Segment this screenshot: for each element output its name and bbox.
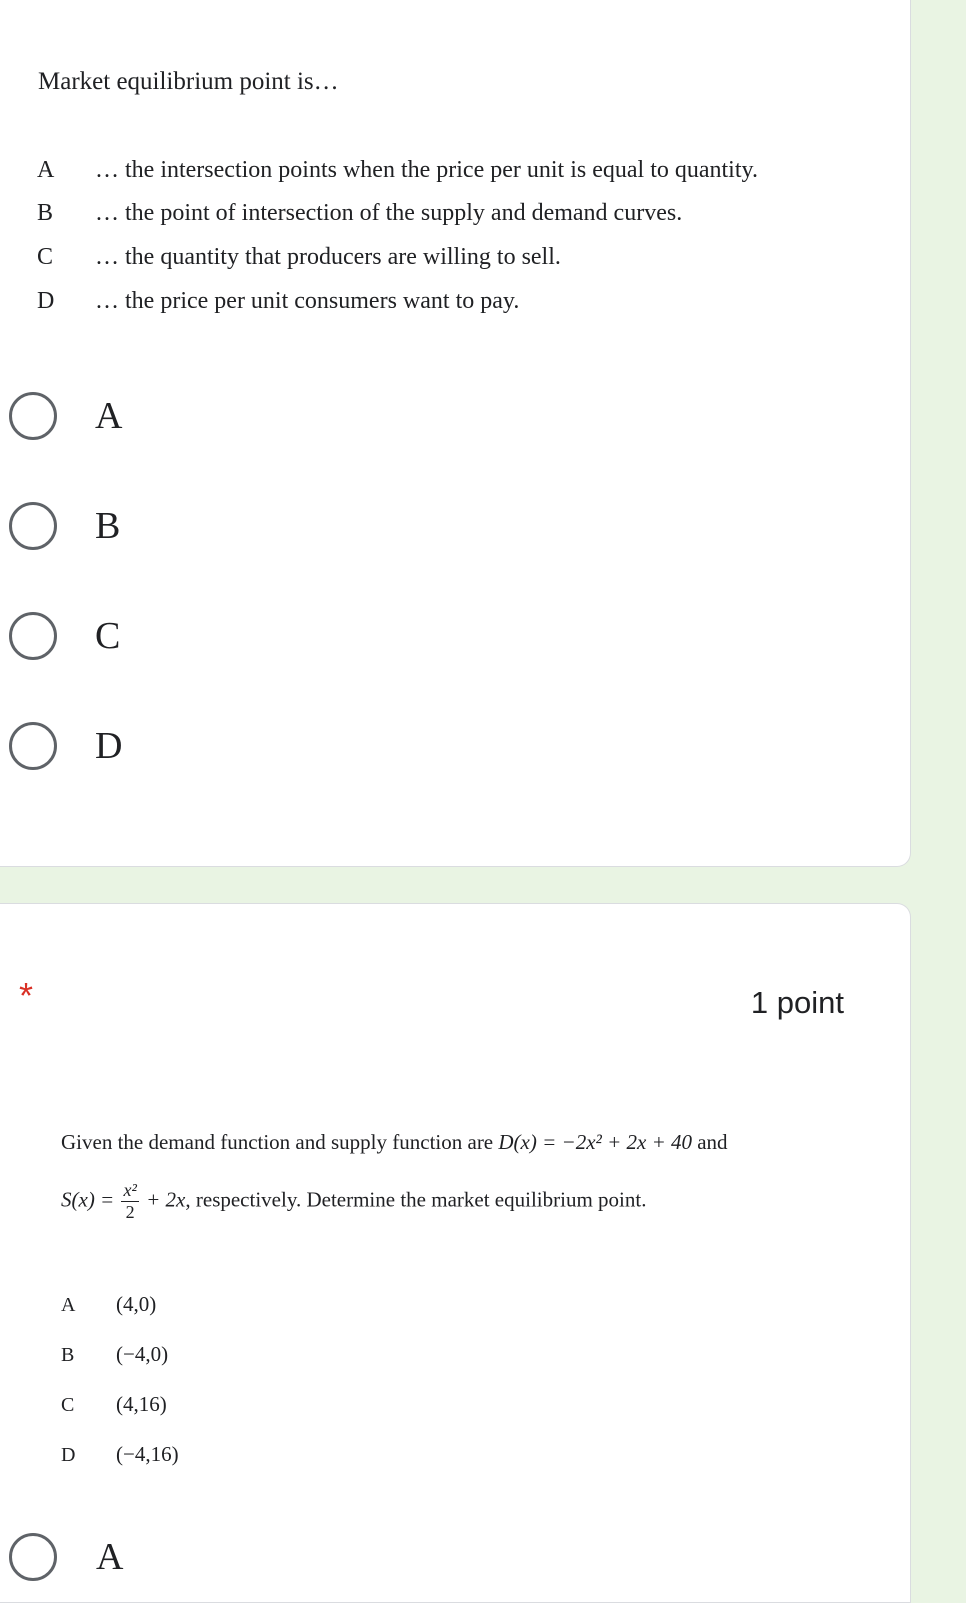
- statement-a: [37, 157, 758, 184]
- demand-function: D(x) = −2x² + 2x + 40: [498, 1130, 692, 1154]
- option-letter: B: [61, 1344, 75, 1366]
- statement-text: … the point of intersection of the supply and demand curves.: [95, 200, 683, 226]
- radio-button[interactable]: [9, 722, 57, 770]
- choice-label: C: [95, 615, 121, 657]
- question-text: , respectively. Determine the market equilibrium point.: [185, 1187, 647, 1212]
- statement-letter: A: [37, 157, 55, 183]
- q2-option-a: [61, 1292, 156, 1317]
- radio-button[interactable]: [9, 502, 57, 550]
- choice-label: D: [95, 725, 123, 767]
- statement-letter: D: [37, 288, 55, 314]
- option-value: (−4,16): [116, 1442, 179, 1466]
- option-value: (4,16): [116, 1392, 167, 1416]
- radio-button[interactable]: [9, 1533, 57, 1581]
- choice-c[interactable]: [9, 608, 120, 664]
- q2-option-c: [61, 1392, 167, 1417]
- question-text: Given the demand function and supply function are: [61, 1130, 494, 1154]
- radio-button[interactable]: [9, 392, 57, 440]
- statement-letter: C: [37, 244, 54, 270]
- question-text: and: [697, 1130, 728, 1154]
- fraction-denominator: 2: [125, 1202, 135, 1222]
- choice-a[interactable]: [9, 388, 122, 444]
- q2-option-b: [61, 1342, 168, 1367]
- statement-d: [37, 288, 519, 315]
- option-value: (−4,0): [116, 1342, 169, 1366]
- q2-option-d: [61, 1442, 179, 1467]
- option-value: (4,0): [116, 1292, 157, 1316]
- statement-b: [37, 200, 682, 227]
- statement-text: … the price per unit consumers want to pay.: [95, 288, 520, 314]
- statement-text: … the quantity that producers are willing to sell.: [95, 244, 561, 270]
- choice-d[interactable]: [9, 718, 122, 774]
- statement-text: … the intersection points when the price per unit is equal to quantity.: [95, 157, 758, 183]
- required-asterisk: *: [19, 975, 34, 1016]
- fraction-numerator: x²: [123, 1180, 137, 1200]
- statement-letter: B: [37, 200, 54, 226]
- question-2-line-1: [61, 1130, 728, 1155]
- radio-button[interactable]: [9, 612, 57, 660]
- choice-b[interactable]: [9, 498, 120, 554]
- supply-lhs: S(x) =: [61, 1187, 115, 1212]
- supply-rest: + 2x: [146, 1187, 186, 1212]
- choice-label: A: [95, 395, 123, 437]
- question-2-line-2: [61, 1180, 646, 1223]
- statement-c: [37, 244, 561, 271]
- option-letter: C: [61, 1394, 75, 1416]
- question-1-title: Market equilibrium point is…: [38, 68, 339, 95]
- choice-label: A: [96, 1536, 124, 1578]
- choice-label: B: [95, 505, 121, 547]
- option-letter: A: [61, 1294, 76, 1316]
- option-letter: D: [61, 1444, 76, 1466]
- supply-fraction: [121, 1180, 138, 1223]
- points-label: 1 point: [750, 985, 844, 1020]
